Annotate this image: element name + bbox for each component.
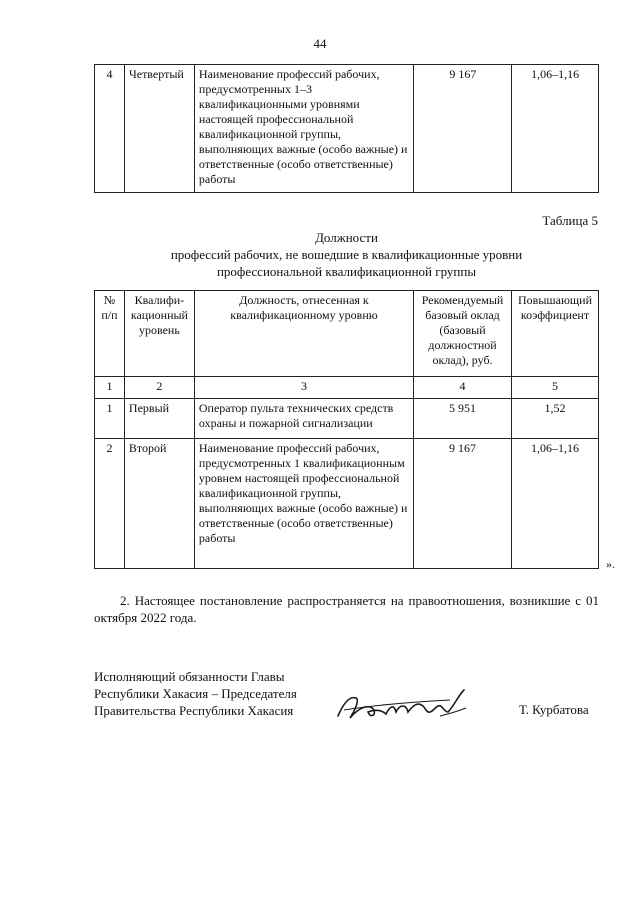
- table-5: [94, 290, 599, 569]
- cell-level: Второй: [124, 439, 194, 569]
- signatory-name: Т. Курбатова: [519, 702, 589, 717]
- table-row: [95, 65, 599, 193]
- header-num: № п/п: [95, 291, 125, 377]
- colnum-1: 1: [95, 377, 125, 399]
- table-colnum-row: [95, 377, 599, 399]
- cell-level: Первый: [124, 399, 194, 439]
- signature-block: [94, 668, 297, 719]
- cell-num: 4: [95, 65, 125, 193]
- cell-position: Наименование профессий рабочих, предусмотренных 1 квалификационным уровнем настоящей профессиональной квалификационной группы, выполняющих важные (особо важные) и ответственные (особо ответственные) работы: [194, 439, 413, 569]
- page-number: 44: [313, 36, 327, 51]
- handwritten-signature: [330, 682, 480, 732]
- header-position: Должность, отнесенная к квалификационному уровню: [194, 291, 413, 377]
- cell-position: Оператор пульта технических средств охраны и пожарной сигнализации: [194, 399, 413, 439]
- paragraph-2: 2. Настоящее постановление распространяется на правоотношения, возникшие с 01 октября 2022 года.: [94, 593, 599, 625]
- table-row: [95, 399, 599, 439]
- colnum-3: 3: [194, 377, 413, 399]
- colnum-2: 2: [124, 377, 194, 399]
- cell-num: 2: [95, 439, 125, 569]
- cell-salary: 9 167: [414, 439, 512, 569]
- header-level: Квалифи-кационный уровень: [124, 291, 194, 377]
- cell-coef: 1,52: [512, 399, 599, 439]
- table-previous-continuation: [94, 64, 599, 193]
- cell-num: 1: [95, 399, 125, 439]
- cell-salary: 5 951: [414, 399, 512, 439]
- colnum-4: 4: [414, 377, 512, 399]
- header-salary: Рекомендуемый базовый оклад (базовый должностной оклад), руб.: [414, 291, 512, 377]
- signature-title-line1: Исполняющий обязанности Главы: [94, 669, 285, 684]
- closing-quote: ».: [606, 557, 615, 571]
- cell-coef: 1,06–1,16: [512, 65, 599, 193]
- header-coef: Повышающий коэффициент: [512, 291, 599, 377]
- table-title-line2: профессий рабочих, не вошедшие в квалификационные уровни: [170, 247, 523, 262]
- cell-coef: 1,06–1,16: [512, 439, 599, 569]
- signature-title-line3: Правительства Республики Хакасия: [94, 703, 294, 718]
- cell-level: Четвертый: [124, 65, 194, 193]
- table-label: Таблица 5: [542, 213, 598, 228]
- table-title-line3: профессиональной квалификационной группы: [216, 264, 477, 279]
- cell-position: Наименование профессий рабочих, предусмотренных 1–3 квалификационными уровнями настоящей профессиональной квалификационной группы, выполняющих важные (особо важные) и ответственные (особо ответственные) работы: [194, 65, 414, 193]
- table-row: [95, 439, 599, 569]
- signature-title-line2: Республики Хакасия – Председателя: [94, 686, 297, 701]
- cell-salary: 9 167: [414, 65, 512, 193]
- colnum-5: 5: [512, 377, 599, 399]
- table-header-row: [95, 291, 599, 377]
- table-title-line1: Должности: [315, 230, 378, 245]
